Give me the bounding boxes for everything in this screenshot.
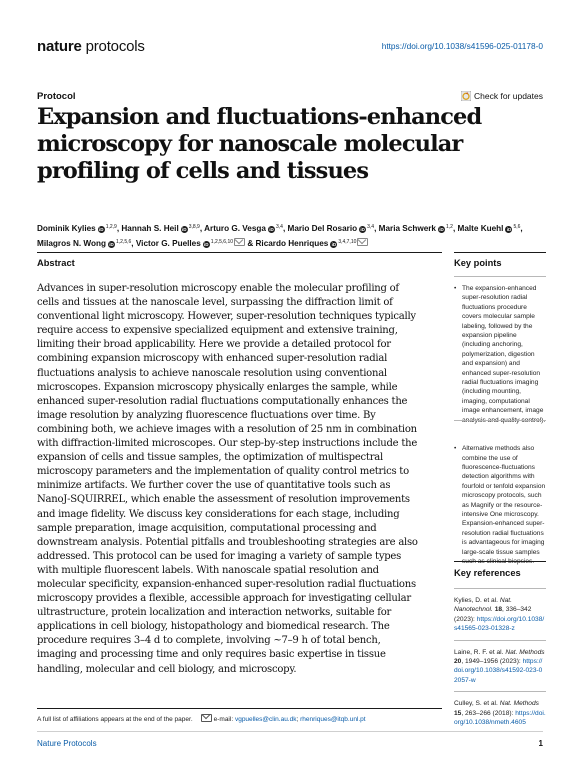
page-footer [37,731,543,748]
author [121,224,199,233]
footer-journal-name: Nature Protocols [37,739,97,748]
abstract-text: Advances in super-resolution microscopy enable the molecular profiling of cells and tissues at the nanoscale level, surpassing the diffraction limit of conventional light microscopy. However, super-resolution techniques typically require access to expensive specialized equipment and extensive training, limiting their broad applicability. Here we provide a detailed protocol for combining expansion microscopy with enhanced super-resolution radial fluctuations analysis to achieve nanoscale resolution using conventional microscopes. Expansion microscopy physically enlarges the sample, while enhanced super-resolution radial fluctuations computationally enhances the image resolution by analyzing fluorescence fluctuations over time. By combining both, we achieve images with a resolution of 25 nm in combination with diffraction-limited microscopes. Our step-by-step instructions include the expansion of cells and tissue samples, the optimization of multispectral microscopy parameters and the implementation of quality control metrics to minimize artifacts. We further cover the use of quantitative tools such as NanoJ-SQUIRREL, which enable the assessment of resolution improvements and image fidelity. We discuss key considerations for each stage, including sample preparation, image acquisition, computational processing and downstream analysis. Potential pitfalls and troubleshooting strategies are also addressed. This protocol can be used for imaging a variety of sample types with multiple fluorescent labels. With nanoscale spatial resolution and molecular specificity, expansion-enhanced super-resolution radial fluctuations microscopy provides a flexible, accessible approach for investigating cellular ultrastructure, protein localization and interaction networks, suitable for applications in cell biology, histopathology and biomedical research. The procedure requires 3–4 d to complete, involving ~7–9 h of total bench, imaging and processing time and only requires basic expertise in tissue handling, molecular and cell biology, and microscopy. [37,283,418,675]
orcid-icon[interactable]: iD [204,241,209,247]
reference-item [454,648,546,693]
author-affiliations: 3,8,9 [188,224,200,230]
author-name: Maria Schwerk [378,224,436,233]
key-point-item: • Alternative methods also combine the use of fluorescence-fluctuations detection algorithms with fourfold or tenfold expansion microscopy protocols, such as Magnify or the resource-intensive One microscopy. Expansion-enhanced super-resolution radial fluctuations is advantageous for imaging large-scale tissue samples such as clinical biopsies. [454,434,546,566]
page-header [37,36,543,56]
reference-journal: Nat. Methods [499,700,539,708]
mail-icon[interactable] [234,238,245,246]
author [256,239,369,248]
orcid-icon[interactable]: iD [360,227,365,232]
reference-pages: , 1949–1956 (2023): [461,658,521,666]
reference-authors: Kylies, D. et al. [454,597,498,604]
check-for-updates-label: Check for updates [474,91,543,101]
reference-volume: 18 [494,606,503,614]
affiliations-note: A full list of affiliations appears at the end of the paper. [37,716,193,723]
key-points-divider [454,276,546,277]
email-link-puelles[interactable]: vgpuelles@clin.au.dk [234,716,297,723]
email-label: e-mail: [213,716,234,723]
orcid-icon[interactable]: iD [439,227,444,232]
journal-logo [37,38,145,55]
orcid-icon[interactable]: iD [109,241,114,247]
reference-authors: Laine, R. F. et al. [454,648,504,656]
author [136,239,245,248]
key-references-divider [454,588,546,589]
key-references-list [454,596,546,740]
author-affiliations: 5,6 [513,224,521,230]
abstract-heading: Abstract [37,252,442,268]
author-name: Malte Kuehl [457,224,504,233]
affiliations-footnote [37,708,442,723]
key-points-heading: Key points [454,252,546,268]
author-name: Milagros N. Wong [37,238,106,248]
author-name: Victor G. Puelles [135,238,201,248]
key-points-item-divider [454,420,546,421]
article-type: Protocol [37,90,76,102]
author-list: Dominik Kylies iD $^{1,2,9}$, Hannah S. Heil iD $^{3,8,9}$, Arturo G. Vesga iD $^{3,4}$, Mario Del Rosario iD $^{3,4}$, Maria Schwerk iD $^{1,2}$, Malte Kuehl iD $^{5,6}$, Milagros N. Wong iD $^{1,2,5,6}$, Victor G. Puelles iD $^{1,2,5,6,10}$ & Ricardo Henriques iD $^{3,4,7,10}$ [37,224,523,248]
reference-item [454,596,546,641]
article-type-row [37,88,543,104]
reference-link[interactable]: https://doi.org/10.1038/nmeth.4605 [454,709,546,727]
key-point-item: • The expansion-enhanced super-resolution radial fluctuations procedure covers molecular sample labeling, followed by the expansion pipeline (including anchoring, polymerization, digestion and expansion) and enhanced super-resolution radial fluctuations imaging (including mounting, imaging, computational image enhancement, image analysis and quality control). [454,284,546,425]
authors-and: & [247,238,254,248]
journal-name-part-1: nature [37,37,82,55]
author-affiliations: 1,2,5,6 [116,238,132,245]
email-separator: ; [296,716,301,723]
author [288,224,375,233]
key-references-heading: Key references [454,561,546,578]
author [379,224,453,233]
mail-icon[interactable] [357,238,368,246]
key-points-list [454,284,546,566]
orcid-icon[interactable]: iD [331,241,337,247]
mail-icon [201,714,212,722]
reference-pages: , 263–266 (2018): [461,709,514,717]
email-link-henriques[interactable]: rhenriques@itqb.unl.pt [300,716,366,723]
reference-pages: , 336–342 (2023): [454,606,532,623]
reference-volume: 20 [454,658,462,666]
reference-link[interactable]: https://doi.org/10.1038/s41592-023-02057-w [454,658,543,684]
orcid-icon[interactable]: iD [506,227,512,232]
article-title: Expansion and fluctuations-enhanced microscopy for nanoscale molecular profiling of cells and tissues [37,104,482,184]
author-affiliations: 1,2,5,6,10 [210,238,234,245]
author-affiliations: 3,4 [275,224,283,230]
reference-item [454,699,546,733]
doi-link[interactable]: https://doi.org/10.1038/s41596-025-01178-0 [381,41,543,51]
author [37,224,117,233]
author [204,224,283,233]
author-affiliations: 3,4,7,10 [338,238,357,245]
check-updates-icon [461,91,471,101]
reference-volume: 15 [454,709,462,717]
reference-journal: Nat. Methods [505,648,545,656]
author-name: Arturo G. Vesga [204,224,266,233]
author-affiliations: 1,2,9 [105,224,117,230]
orcid-icon[interactable]: iD [181,227,187,232]
journal-name-part-2: protocols [85,37,145,55]
author [458,224,521,233]
reference-link[interactable]: https://doi.org/10.1038/s41565-023-01328-z [454,615,545,633]
author-affiliations: 3,4 [367,224,375,230]
check-for-updates-button[interactable] [461,91,543,101]
orcid-icon[interactable]: iD [269,227,274,232]
author-name: Hannah S. Heil [121,224,179,233]
reference-authors: Culley, S. et al. [454,700,498,708]
author-name: Dominik Kylies [37,224,96,233]
page-number: 1 [538,739,543,748]
reference-journal: Nat. Nanotechnol. [454,597,512,614]
author-affiliations: 1,2 [445,224,453,230]
author [37,239,131,248]
orcid-icon[interactable]: iD [98,227,104,232]
author-name: Ricardo Henriques [255,238,329,248]
author-name: Mario Del Rosario [287,224,358,233]
